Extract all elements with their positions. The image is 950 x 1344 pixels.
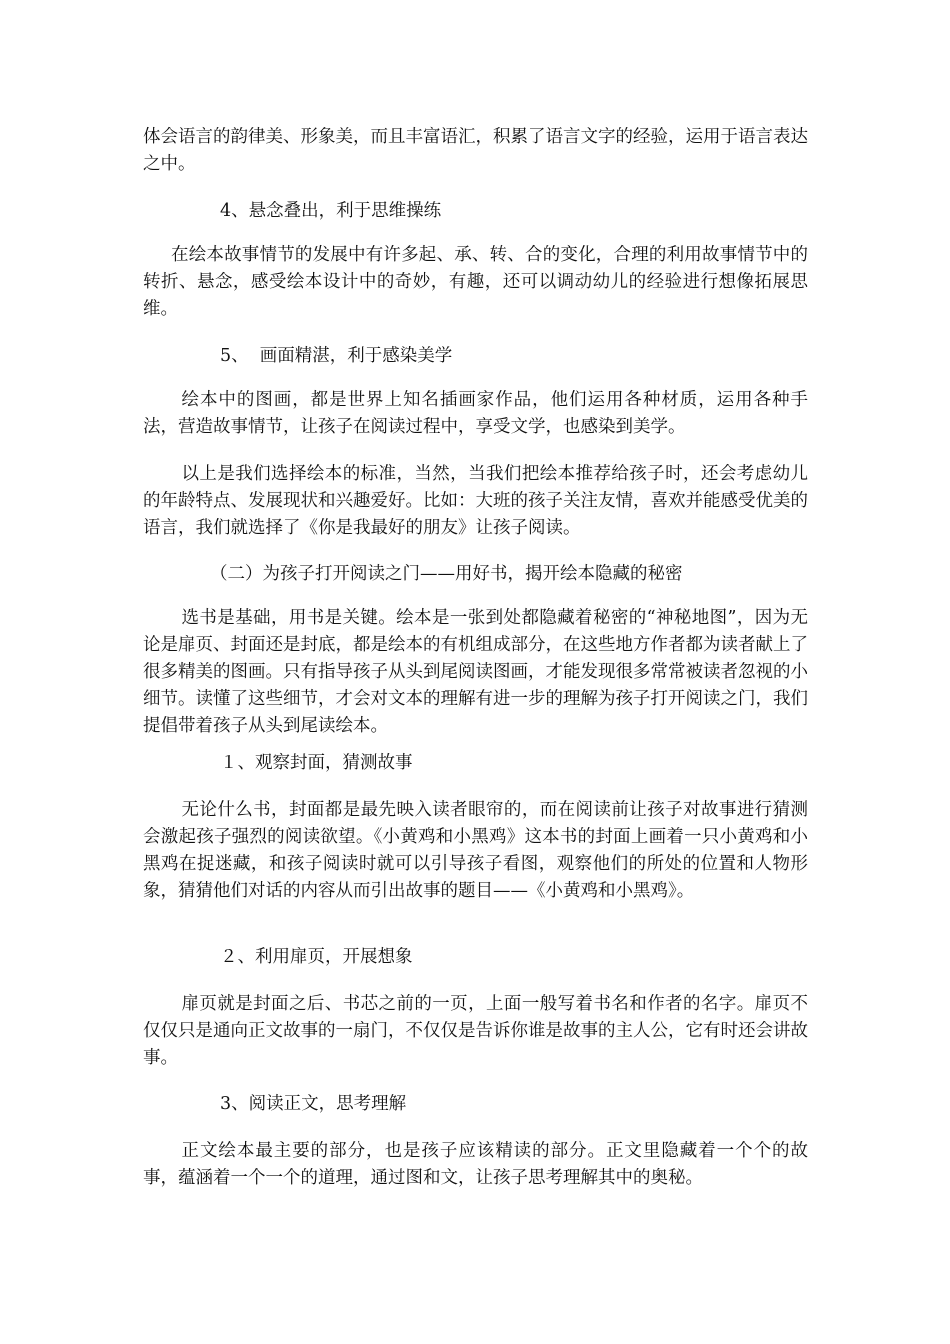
- paragraph-illustrations: 绘本中的图画，都是世界上知名插画家作品，他们运用各种材质，运用各种手法，营造故事情节，让孩子在阅读过程中，享受文学，也感染到美学。: [143, 390, 808, 437]
- paragraph-suspense: 在绘本故事情节的发展中有许多起、承、转、合的变化，合理的利用故事情节中的转折、悬念，感受绘本设计中的奇妙，有趣，还可以调动幼儿的经验进行想像拓展思维。: [143, 245, 808, 319]
- paragraph-language-beauty: 体会语言的韵律美、形象美，而且丰富语汇，积累了语言文字的经验，运用于语言表达之中。: [143, 127, 808, 174]
- paragraph-selection-standard: 以上是我们选择绘本的标准，当然，当我们把绘本推荐给孩子时，还会考虑幼儿的年龄特点、发展现状和兴趣爱好。比如：大班的孩子关注友情，喜欢并能感受优美的语言，我们就选择了《你是我最好的朋友》让孩子阅读。: [143, 464, 808, 538]
- paragraph-cover: 无论什么书，封面都是最先映入读者眼帘的，而在阅读前让孩子对故事进行猜测会激起孩子强烈的阅读欲望。《小黄鸡和小黑鸡》这本书的封面上画着一只小黄鸡和小黑鸡在捉迷藏，和孩子阅读时就可以引导孩子看图，观察他们的所处的位置和人物形象，猜猜他们对话的内容从而引出故事的题目——《小黄鸡和小黑鸡》。: [143, 800, 808, 901]
- paragraph-using-books: 选书是基础，用书是关键。绘本是一张到处都隐藏着秘密的“神秘地图”，因为无论是扉页、封面还是封底，都是绘本的有机组成部分，在这些地方作者都为读者献上了很多精美的图画。只有指导孩子从头到尾阅读图画，才能发现很多常常被读者忽视的小细节。读懂了这些细节，才会对文本的理解有进一步的理解为孩子打开阅读之门，我们提倡带着孩子从头到尾读绘本。: [143, 608, 808, 736]
- heading-picture-quality: 5、 画面精湛，利于感染美学: [220, 346, 453, 366]
- heading-observe-cover: １、观察封面，猜测故事: [220, 753, 413, 773]
- heading-title-page: ２、利用扉页，开展想象: [220, 947, 413, 967]
- paragraph-main-text: 正文绘本最主要的部分，也是孩子应该精读的部分。正文里隐藏着一个个的故事，蕴涵着一个一个的道理，通过图和文，让孩子思考理解其中的奥秘。: [143, 1141, 808, 1188]
- heading-suspense: 4、悬念叠出，利于思维操练: [220, 201, 442, 221]
- paragraph-title-page: 扉页就是封面之后、书芯之前的一页，上面一般写着书名和作者的名字。扉页不仅仅只是通向正文故事的一扇门，不仅仅是告诉你谁是故事的主人公，它有时还会讲故事。: [143, 994, 808, 1068]
- heading-section-two: （二）为孩子打开阅读之门——用好书，揭开绘本隐藏的秘密: [210, 564, 683, 584]
- heading-read-main-text: 3、阅读正文，思考理解: [220, 1094, 407, 1114]
